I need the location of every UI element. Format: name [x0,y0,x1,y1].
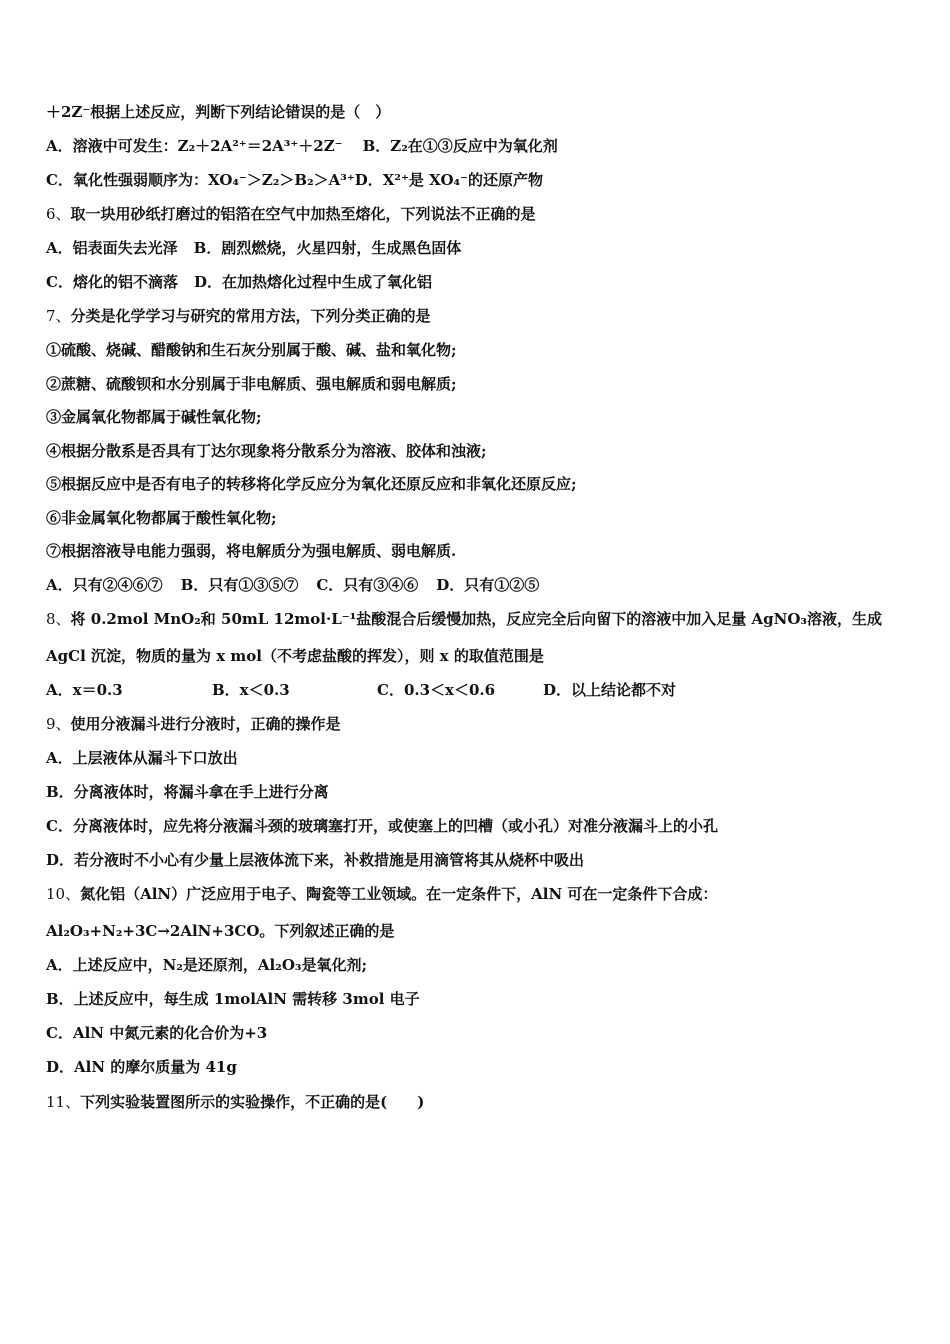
q11-number: 11、 [46,1093,81,1111]
q5-option-c: C．氧化性强弱顺序为：XO₄⁻＞Z₂＞B₂＞A³⁺ [46,171,355,189]
q10-stem-2: Al₂O₃+N₂+3C→2AlN+3CO。下列叙述正确的是 [46,922,395,940]
q7-item-3: ③金属氧化物都属于碱性氧化物; [46,408,262,426]
q8-stem-1: 将 0.2mol MnO₂和 50mL 12mol·L⁻¹盐酸混合后缓慢加热，反应完全后向留下的溶液中加入足量 AgNO₃溶液，生成 [70,610,882,628]
q9-number: 9、 [46,715,71,733]
q9-option-a: A．上层液体从漏斗下口放出 [46,749,238,767]
q10-option-a: A．上述反应中，N₂是还原剂，Al₂O₃是氧化剂; [46,956,368,974]
q10-number: 10、 [46,885,81,903]
q11-stem: 下列实验装置图所示的实验操作，不正确的是( ) [80,1093,425,1111]
q5-option-b: B．Z₂在①③反应中为氧化剂 [362,137,558,155]
q7-option-d: D．只有①②⑤ [436,576,540,594]
q7-option-c: C．只有③④⑥ [316,576,419,594]
q6-option-c: C．熔化的铝不滴落 [46,273,178,291]
q10-option-d: D．AlN 的摩尔质量为 41g [46,1058,237,1076]
q7-item-1: ①硫酸、烧碱、醋酸钠和生石灰分别属于酸、碱、盐和氧化物; [46,341,457,359]
q10-stem-1: 氮化铝（AlN）广泛应用于电子、陶瓷等工业领域。在一定条件下，AlN 可在一定条件下合成： [80,885,718,903]
q9-stem-line [46,714,341,734]
q6-options-row1 [46,238,461,258]
q8-stem-2: AgCl 沉淀，物质的量为 x mol（不考虑盐酸的挥发），则 x 的取值范围是 [46,647,544,665]
q7-number: 7、 [46,307,71,325]
q10-stem-line1 [46,884,717,904]
q9-stem: 使用分液漏斗进行分液时，正确的操作是 [70,715,341,733]
q11-stem-line [46,1092,424,1112]
q6-number: 6、 [46,205,71,223]
q6-option-a: A．铝表面失去光泽 [46,239,178,257]
q7-item-7: ⑦根据溶液导电能力强弱，将电解质分为强电解质、弱电解质. [46,542,457,560]
q10-option-b: B．上述反应中，每生成 1molAlN 需转移 3mol 电子 [46,990,420,1008]
q5-options-row2 [46,170,543,190]
q5-options-row1 [46,136,558,156]
q8-option-a: A．x＝0.3 [46,681,123,699]
q9-option-b: B．分离液体时，将漏斗拿在手上进行分离 [46,783,329,801]
q6-stem: 取一块用砂纸打磨过的铝箔在空气中加热至熔化，下列说法不正确的是 [70,205,536,223]
q5-stem: ＋2Z⁻根据上述反应，判断下列结论错误的是（ ） [46,103,391,121]
q7-stem-line [46,306,431,326]
q7-option-b: B．只有①③⑤⑦ [180,576,299,594]
q5-option-a: A．溶液中可发生：Z₂＋2A²⁺＝2A³⁺＋2Z⁻ [46,137,343,155]
q8-options-row [46,680,676,700]
q6-options-row2 [46,272,432,292]
q6-option-b: B．剧烈燃烧，火星四射，生成黑色固体 [193,239,462,257]
q8-option-c: C．0.3＜x＜0.6 [377,681,496,699]
q8-option-b: B．x＜0.3 [212,681,290,699]
q9-option-d: D．若分液时不小心有少量上层液体流下来，补救措施是用滴管将其从烧杯中吸出 [46,851,585,869]
q9-option-c: C．分离液体时，应先将分液漏斗颈的玻璃塞打开，或使塞上的凹槽（或小孔）对准分液漏斗上的小孔 [46,817,718,835]
q6-option-d: D．在加热熔化过程中生成了氧化铝 [193,273,432,291]
q5-option-d: D．X²⁺是 XO₄⁻的还原产物 [354,171,544,189]
q7-options-row [46,575,539,595]
q7-item-4: ④根据分散系是否具有丁达尔现象将分散系分为溶液、胶体和浊液; [46,442,487,460]
q8-number: 8、 [46,610,71,628]
q7-item-2: ②蔗糖、硫酸钡和水分别属于非电解质、强电解质和弱电解质; [46,375,457,393]
q8-option-d: D．以上结论都不对 [543,681,677,699]
q10-option-c: C．AlN 中氮元素的化合价为+3 [46,1024,268,1042]
q8-stem-line1 [46,609,882,629]
q7-option-a: A．只有②④⑥⑦ [46,576,163,594]
q6-stem-line [46,204,536,224]
q7-item-6: ⑥非金属氧化物都属于酸性氧化物; [46,509,277,527]
q7-item-5: ⑤根据反应中是否有电子的转移将化学反应分为氧化还原反应和非氧化还原反应; [46,475,577,493]
q7-stem: 分类是化学学习与研究的常用方法，下列分类正确的是 [70,307,431,325]
